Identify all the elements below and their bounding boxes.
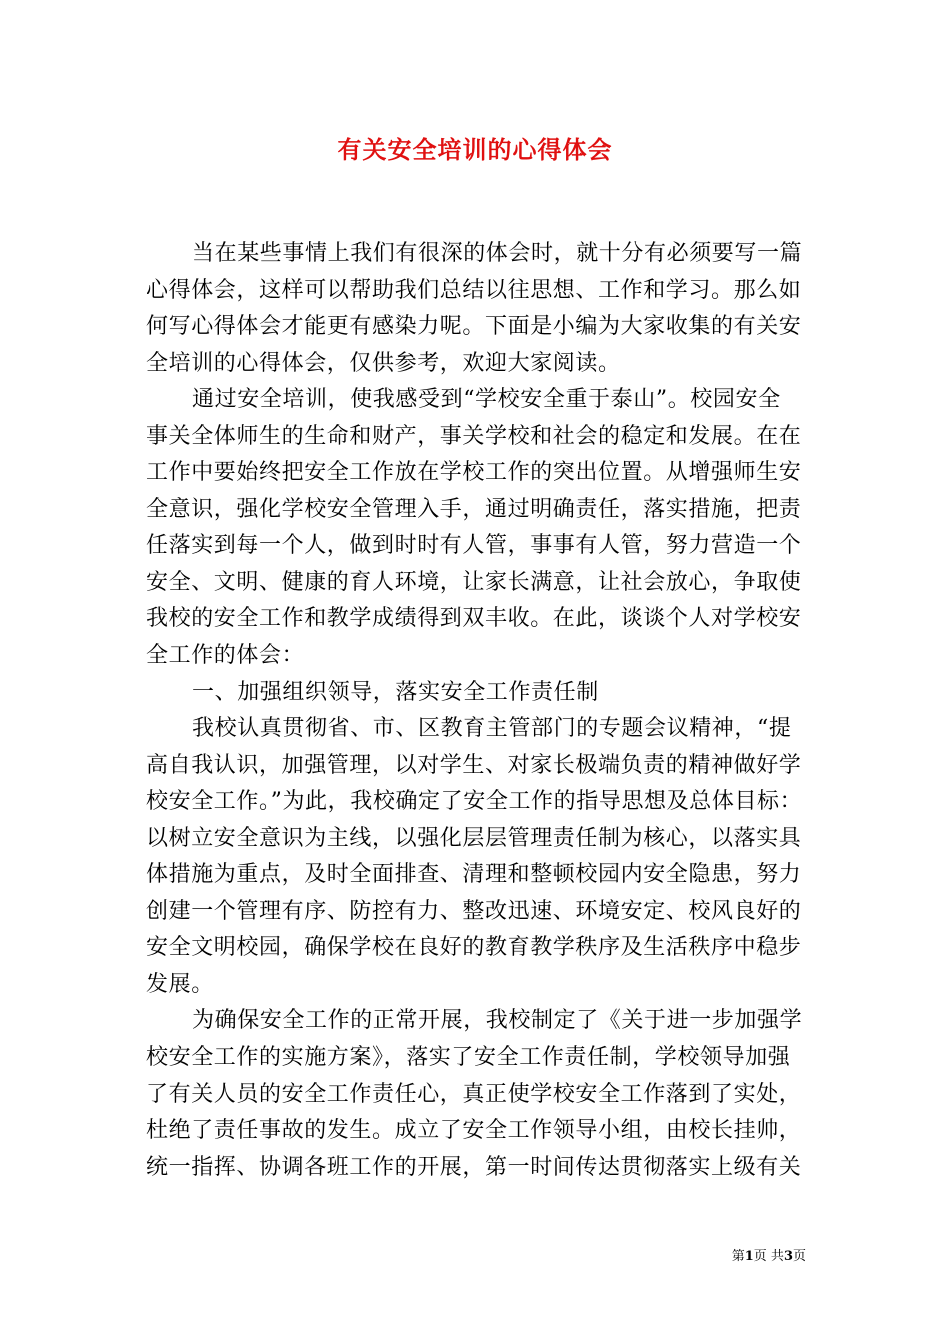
paragraph-line: 体措施为重点，及时全面排查、清理和整顿校园内安全隐患，努力 [146, 862, 802, 888]
paragraph-line: 创建一个管理有序、防控有力、整改迅速、环境安定、校风良好的 [146, 898, 802, 924]
paragraph-line: 工作中要始终把安全工作放在学校工作的突出位置。从增强师生安 [146, 460, 802, 486]
document-body [146, 236, 814, 1186]
paragraph-line: 任落实到每一个人，做到时时有人管，事事有人管，努力营造一个 [146, 533, 802, 559]
paragraph-line: 何写心得体会才能更有感染力呢。下面是小编为大家收集的有关安 [146, 314, 802, 340]
paragraph-line: 全意识，强化学校安全管理入手，通过明确责任，落实措施，把责 [146, 496, 802, 522]
paragraph-line: 为确保安全工作的正常开展，我校制定了《关于进一步加强学 [192, 1008, 803, 1034]
paragraph-line: 当在某些事情上我们有很深的体会时，就十分有必须要写一篇 [192, 241, 803, 266]
paragraph-line: 杜绝了责任事故的发生。成立了安全工作领导小组，由校长挂帅， [146, 1118, 802, 1144]
paragraph-line: 全工作的体会： [146, 643, 305, 669]
paragraph-line: 校安全工作的实施方案》，落实了安全工作责任制，学校领导加强 [146, 1045, 791, 1071]
page-number-footer [660, 1248, 806, 1266]
paragraph-line: 发展。 [146, 971, 214, 997]
paragraph-line: 全培训的心得体会，仅供参考，欢迎大家阅读。 [146, 350, 621, 376]
paragraph-line: 统一指挥、协调各班工作的开展，第一时间传达贯彻落实上级有关 [146, 1154, 802, 1180]
current-page-number: 1 [744, 1249, 754, 1264]
paragraph-line: 安全、文明、健康的育人环境，让家长满意，让社会放心，争取使 [146, 569, 802, 595]
paragraph-line: 我校认真贯彻省、市、区教育主管部门的专题会议精神，“提 [192, 716, 792, 742]
paragraph-line: 我校的安全工作和教学成绩得到双丰收。在此，谈谈个人对学校安 [146, 606, 802, 632]
section-heading: 一、加强组织领导，落实安全工作责任制 [192, 679, 599, 705]
footer-middle: 页 共 [753, 1249, 784, 1264]
document-title: 有关安全培训的心得体会 [337, 135, 613, 164]
paragraph-line: 了有关人员的安全工作责任心，真正使学校安全工作落到了实处， [146, 1081, 802, 1107]
paragraph-line: 校安全工作。”为此，我校确定了安全工作的指导思想及总体目标： [146, 789, 803, 815]
paragraph-line: 高自我认识，加强管理，以对学生、对家长极端负责的精神做好学 [146, 752, 802, 778]
paragraph-line: 心得体会，这样可以帮助我们总结以往思想、工作和学习。那么如 [146, 277, 802, 303]
paragraph-line: 事关全体师生的生命和财产，事关学校和社会的稳定和发展。在在 [146, 423, 802, 449]
paragraph-line: 通过安全培训，使我感受到“学校安全重于泰山”。校园安全 [192, 387, 781, 413]
paragraph-line: 以树立安全意识为主线，以强化层层管理责任制为核心，以落实具 [146, 825, 802, 851]
footer-prefix: 第 [731, 1249, 745, 1264]
total-page-count: 3 [783, 1249, 793, 1264]
paragraph-line: 安全文明校园，确保学校在良好的教育教学秩序及生活秩序中稳步 [146, 935, 802, 961]
footer-suffix: 页 [792, 1249, 806, 1264]
